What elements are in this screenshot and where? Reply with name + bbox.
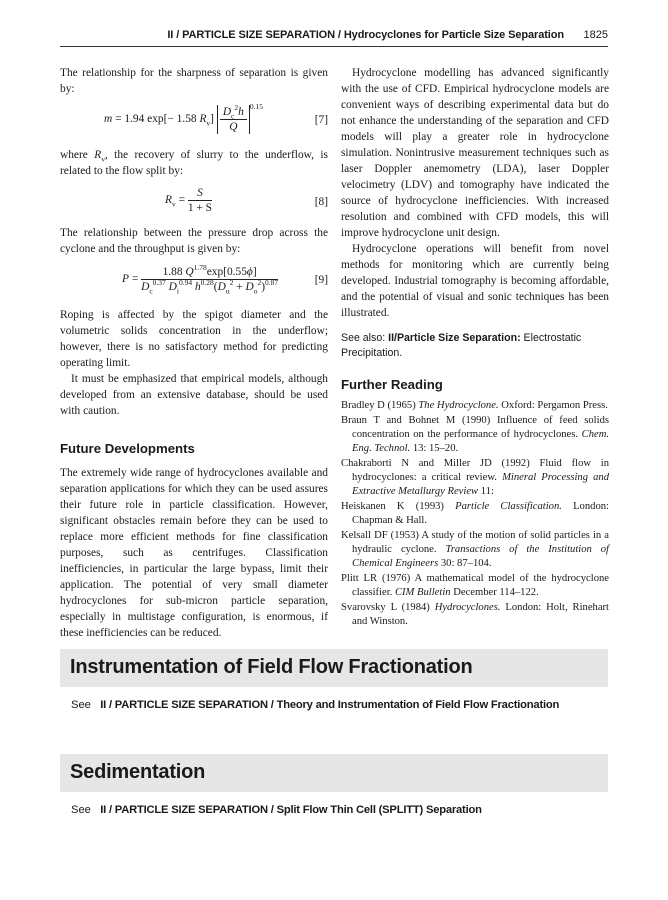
paragraph: Roping is affected by the spigot diameter and the volumetric solids concentration in the underflow; however, there is no satisfactory method for predicting operating limit. xyxy=(60,309,328,369)
reference-list xyxy=(341,399,609,629)
paragraph: The relationship for the sharpness of separation is given by: xyxy=(60,67,328,95)
equation-9: P = $\frac{1.88 Q^{1.78}\exp[0.55\phi]}{D_c^{0.37} D_i^{0.94} h^{0.28}(D_u^2 + D_o^2)^{0.87}}$ [9] xyxy=(122,263,328,296)
equation-number: [9] xyxy=(314,274,328,286)
reference-item: Plitt LR (1976) A mathematical model of the hydrocyclone classifier. CIM Bulletin December 114–122. xyxy=(341,573,609,598)
header-rule xyxy=(60,46,608,47)
entry-banner xyxy=(60,649,608,687)
reference-item: Chakraborti N and Miller JD (1992) Fluid flow in hydrocyclones: a critical review. Mineral Processing and Extractive Metallurgy Review 11: xyxy=(341,458,609,497)
paragraph: where $R_v$, the recovery of slurry to the underflow, is related to the flow split by: xyxy=(60,149,328,177)
see-also: See also: II/Particle Size Separation: Electrostatic Precipitation. xyxy=(341,332,582,359)
running-title: II / PARTICLE SIZE SEPARATION / Hydrocyclones for Particle Size Separation xyxy=(167,29,564,41)
equation-8: $R_v$ = $\frac{S}{1 + S}$ [8] xyxy=(165,187,328,214)
entry-title: Sedimentation xyxy=(70,761,206,783)
entry-see-line: See II / PARTICLE SIZE SEPARATION / Split Flow Thin Cell (SPLITT) Separation xyxy=(71,804,482,816)
paragraph: Hydrocyclone operations will benefit from novel methods for monitoring which are currently being developed. Industrial tomography is becoming affordable, and the potential of visual and sonic techniques has been illustrated. xyxy=(341,243,609,319)
entry-see-line: See II / PARTICLE SIZE SEPARATION / Theory and Instrumentation of Field Flow Fractionation xyxy=(71,699,560,711)
left-column xyxy=(60,65,328,641)
reference-item: Bradley D (1965) The Hydrocyclone. Oxford: Pergamon Press. xyxy=(341,400,608,411)
entry-banner xyxy=(60,754,608,792)
equation-number: [7] xyxy=(314,114,328,126)
paragraph: It must be emphasized that empirical models, although developed from an extensive database, should be used with caution. xyxy=(60,373,328,417)
reference-item: Braun T and Bohnet M (1990) Influence of feed solids concentration on the performance of hydrocyclones. Chem. Eng. Technol. 13: 15–20. xyxy=(341,415,609,454)
entry-cross-reference-link[interactable]: II / PARTICLE SIZE SEPARATION / Theory and Instrumentation of Field Flow Fractionation xyxy=(100,699,560,711)
running-header xyxy=(60,28,608,44)
see-also-link[interactable]: II/Particle Size Separation: xyxy=(388,332,521,344)
paragraph: The relationship between the pressure drop across the cyclone and the throughput is given by: xyxy=(60,227,328,255)
paragraph: Hydrocyclone modelling has advanced significantly with the use of CFD. Empirical hydrocyclone models are convenient ways of describing experimental data but do not enhance the understanding of the separation and CFD models will play a greater role in hydrocyclone simulation. Nonintrusive measurement techniques such as laser Doppler anemometry (LDA), laser Doppler velocimetry (LDV) and tomography have indicated the source of hydrocyclone inefficiencies. With increased resolution and combined with CFD models, this will improve hydrocyclone unit design. xyxy=(341,67,609,239)
entry-title: Instrumentation of Field Flow Fractionation xyxy=(70,656,473,678)
right-column xyxy=(341,65,609,630)
equation-7: m = 1.94 exp[− 1.58 $R_v$] $\frac{D_c^2h}{Q}$ $^{0.15}$ [7] xyxy=(104,102,328,133)
section-heading: Further Reading xyxy=(341,377,443,392)
equation-number: [8] xyxy=(314,196,328,208)
reference-item: Heiskanen K (1993) Particle Classification. London: Chapman & Hall. xyxy=(341,501,609,526)
reference-item: Svarovsky L (1984) Hydrocyclones. London: Holt, Rinehart and Winston. xyxy=(341,602,609,627)
reference-item: Kelsall DF (1953) A study of the motion of solid particles in a hydraulic cyclone. Transactions of the Institution of Chemical Engineers 30: 87–104. xyxy=(341,530,609,569)
paragraph: The extremely wide range of hydrocyclones available and separation applications for which they can be used assures their future role in particle classification. However, significant obstacles remain before they can be used to replace more efficient methods for fine classification purposes, such as centrifuges. Classification inefficiencies, in particular the large bypass, limit their application. The potential of very small diameter hydrocyclones for sub-micron particle separation, especially in multistage configuration, is enormous, if these inefficiencies can be reduced. xyxy=(60,467,328,639)
entry-cross-reference-link[interactable]: II / PARTICLE SIZE SEPARATION / Split Flow Thin Cell (SPLITT) Separation xyxy=(100,804,482,816)
page-number: 1825 xyxy=(583,29,608,41)
section-heading: Future Developments xyxy=(60,441,195,456)
